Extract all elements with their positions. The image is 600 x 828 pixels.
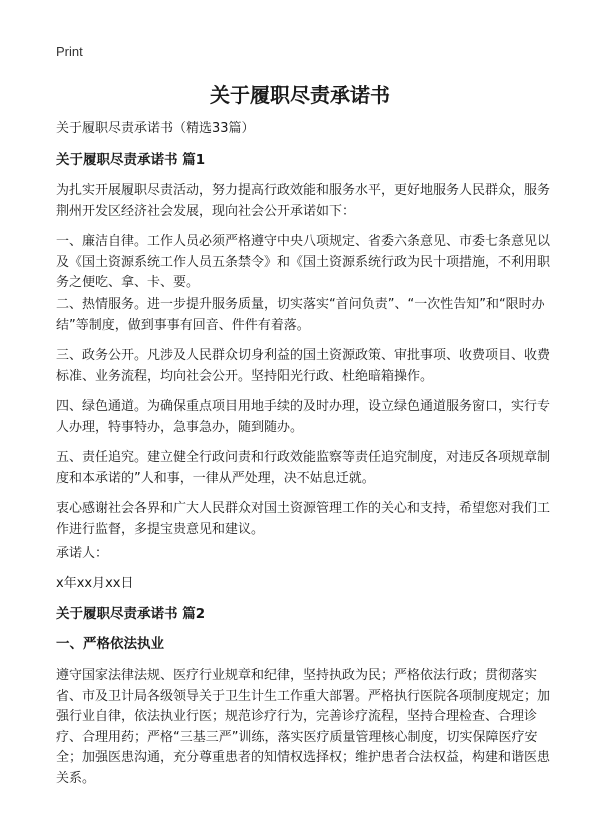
article-1-paragraph-intro: 为扎实开展履职尽责活动，努力提高行政效能和服务水平，更好地服务人民群众，服务荆州开发区经济社会发展，现向社会公开承诺如下： (56, 183, 551, 219)
article-1-paragraph-2: 二、热情服务。进一步提升服务质量，切实落实“首问负责”、“一次性告知”和“限时办结”等制度，做到事事有回音、件件有着落。 (56, 297, 545, 333)
document-subtitle: 关于履职尽责承诺书（精选33篇） (56, 121, 255, 136)
article-2-section-heading: 一、严格依法执业 (56, 636, 164, 652)
signatory-label: 承诺人： (56, 546, 109, 561)
article-1-heading: 关于履职尽责承诺书 篇1 (56, 152, 206, 168)
article-1-paragraph-3: 三、政务公开。凡涉及人民群众切身利益的国土资源政策、审批事项、收费项目、收费标准、业务流程，均向社会公开。坚持阳光行政、杜绝暗箱操作。 (56, 348, 551, 384)
date-line: x年xx月xx日 (56, 576, 134, 591)
article-2-heading: 关于履职尽责承诺书 篇2 (56, 606, 206, 622)
article-1-paragraph-5: 五、责任追究。建立健全行政问责和行政效能监察等责任追究制度，对违反各项规章制度和本承诺的”人和事，一律从严处理，决不姑息迁就。 (56, 450, 551, 486)
article-2-paragraph-1: 遵守国家法律法规、医疗行业规章和纪律，坚持执政为民；严格依法行政；贯彻落实省、市及卫计局各级领导关于卫生计生工作重大部署。严格执行医院各项制度规定；加强行业自律，依法执业行医；规范诊疗行为，完善诊疗流程，坚持合理检查、合理诊疗、合理用药；严格“三基三严”训练，落实医疗质量管理核心制度，切实保障医疗安全；加强医患沟通，充分尊重患者的知情权选择权；维护患者合法权益，构建和谐医患关系。 (56, 668, 551, 786)
article-1-paragraph-1: 一、廉洁自律。工作人员必须严格遵守中央八项规定、省委六条意见、市委七条意见以及《国土资源系统工作人员五条禁令》和《国土资源系统行政为民十项措施，不利用职务之便吃、拿、卡、要。 (56, 234, 551, 290)
article-1-paragraph-4: 四、绿色通道。为确保重点项目用地手续的及时办理，设立绿色通道服务窗口，实行专人办理，特事特办，急事急办，随到随办。 (56, 399, 551, 435)
print-link[interactable]: Print (56, 44, 83, 59)
page-title: 关于履职尽责承诺书 (210, 83, 390, 107)
article-1-paragraph-closing: 衷心感谢社会各界和广大人民群众对国土资源管理工作的关心和支持，希望您对我们工作进行监督，多提宝贵意见和建议。 (56, 501, 551, 537)
